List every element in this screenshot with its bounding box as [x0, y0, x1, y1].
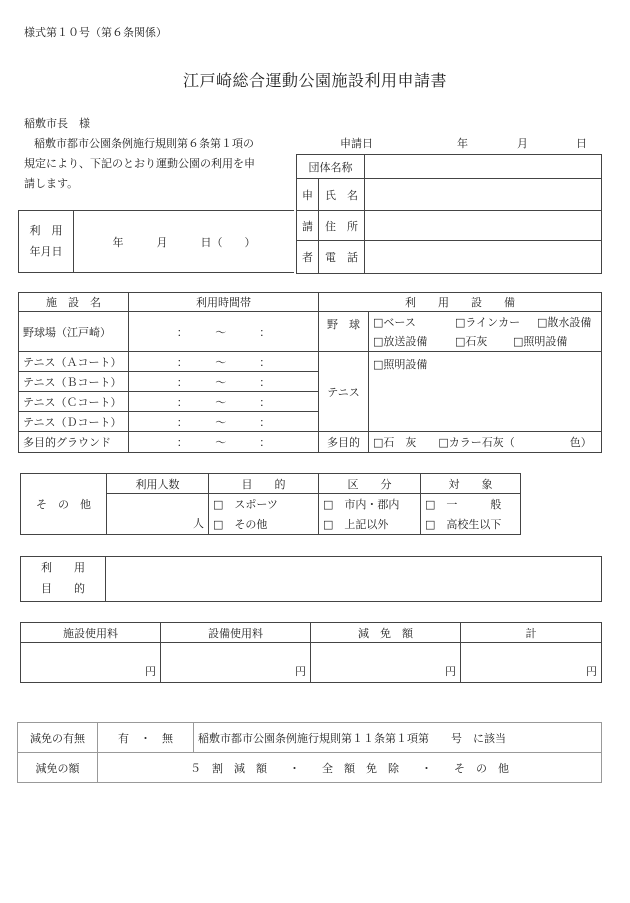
group-name-field[interactable] — [365, 155, 602, 179]
total-field[interactable]: 円 — [461, 643, 602, 683]
total-header: 計 — [461, 623, 602, 643]
time-slot-field[interactable]: ： ～ ： — [129, 432, 319, 453]
usage-date-label — [19, 211, 74, 273]
usage-date-label-line2: 年月日 — [29, 244, 63, 258]
target-option[interactable]: □ 一 般 — [421, 494, 521, 514]
page-title: 江戸崎総合運動公園施設利用申請書 — [182, 71, 447, 90]
usage-date-label-line1: 利 用 — [29, 223, 63, 237]
name-field[interactable] — [365, 179, 602, 211]
user-count-field[interactable] — [107, 494, 209, 535]
exemption-presence-field[interactable]: 有 ・ 無 — [98, 723, 194, 753]
other-label: そ の 他 — [21, 474, 107, 535]
usage-purpose-table — [20, 556, 602, 602]
purpose-option[interactable]: □ その他 — [209, 514, 319, 534]
exemption-amount-label: 減免の額 — [18, 753, 98, 783]
reduction-header: 減 免 額 — [311, 623, 461, 643]
group-name-label: 団体名称 — [297, 155, 365, 179]
address-field[interactable] — [365, 211, 602, 241]
category-option[interactable]: □ 上記以外 — [319, 514, 421, 534]
reduction-field[interactable]: 円 — [311, 643, 461, 683]
facility-name: テニス（Ａコート） — [19, 352, 129, 372]
phone-field[interactable] — [365, 241, 602, 274]
exemption-table — [17, 722, 602, 783]
application-date-label: 申請日 — [340, 137, 373, 150]
addressee: 稲敷市長 様 — [24, 117, 90, 130]
baseball-equipment-label: 野 球 — [319, 312, 369, 352]
equipment-checkbox[interactable]: □石灰 — [455, 334, 488, 348]
time-slot-field[interactable]: ： ～ ： — [129, 392, 319, 412]
facility-name: テニス（Ｃコート） — [19, 392, 129, 412]
facility-name: テニス（Ｄコート） — [19, 412, 129, 432]
form-number: 様式第１０号（第６条関係） — [24, 26, 167, 39]
equipment-checkbox[interactable]: □石 灰 □カラー石灰（ 色） — [369, 432, 602, 453]
multi-equipment-label: 多目的 — [319, 432, 369, 453]
intro-line-2: 規定により、下記のとおり運動公園の利用を申 — [24, 157, 255, 170]
facility-name: 多目的グラウンド — [19, 432, 129, 453]
intro-line-3: 請します。 — [24, 177, 79, 190]
equipment-checkbox[interactable]: □散水設備 — [537, 315, 592, 329]
time-header: 利用時間帯 — [129, 293, 319, 312]
count-header: 利用人数 — [107, 474, 209, 494]
equipment-header: 利 用 設 備 — [319, 293, 602, 312]
equipment-fee-header: 設備使用料 — [161, 623, 311, 643]
fees-table — [20, 622, 602, 683]
facility-header: 施 設 名 — [19, 293, 129, 312]
applicant-side-char-2: 請 — [297, 211, 319, 241]
other-table — [20, 473, 521, 535]
applicant-table — [296, 154, 602, 274]
equipment-checkbox[interactable]: □ラインカー — [455, 315, 521, 329]
purpose-header: 目 的 — [209, 474, 319, 494]
usage-date-table — [18, 210, 294, 273]
applicant-side-char-3: 者 — [297, 241, 319, 274]
purpose-option[interactable]: □ スポーツ — [209, 494, 319, 514]
time-slot-field[interactable]: ： ～ ： — [129, 352, 319, 372]
application-date-day: 日 — [576, 137, 587, 150]
facility-name: テニス（Ｂコート） — [19, 372, 129, 392]
target-option[interactable]: □ 高校生以下 — [421, 514, 521, 534]
facility-name: 野球場（江戸崎） — [19, 312, 129, 352]
time-slot-field[interactable]: ： ～ ： — [129, 312, 319, 352]
count-unit: 人 — [193, 517, 204, 530]
facility-fee-field[interactable]: 円 — [21, 643, 161, 683]
time-slot-field[interactable]: ： ～ ： — [129, 412, 319, 432]
equipment-checkbox[interactable]: □ベース — [373, 315, 416, 329]
usage-date-field[interactable]: 年 月 日（ ） — [74, 211, 295, 273]
application-date-month: 月 — [517, 137, 528, 150]
category-header: 区 分 — [319, 474, 421, 494]
usage-purpose-label-line1: 利 用 — [41, 561, 85, 575]
name-label: 氏 名 — [319, 179, 365, 211]
category-option[interactable]: □ 市内・郡内 — [319, 494, 421, 514]
equipment-checkbox[interactable]: □放送設備 — [373, 334, 428, 348]
intro-line-1: 稲敷市都市公園条例施行規則第６条第１項の — [34, 137, 254, 150]
time-slot-field[interactable]: ： ～ ： — [129, 372, 319, 392]
equipment-fee-field[interactable]: 円 — [161, 643, 311, 683]
exemption-rule-text: 稲敷市都市公園条例施行規則第１１条第１項第 号 に該当 — [194, 723, 602, 753]
phone-label: 電 話 — [319, 241, 365, 274]
usage-purpose-field[interactable] — [106, 557, 602, 602]
application-date-year: 年 — [457, 137, 468, 150]
address-label: 住 所 — [319, 211, 365, 241]
facility-fee-header: 施設使用料 — [21, 623, 161, 643]
tennis-equipment-label: テニス — [319, 352, 369, 432]
equipment-checkbox[interactable]: □照明設備 — [369, 352, 602, 432]
applicant-side-char-1: 申 — [297, 179, 319, 211]
usage-purpose-label-line2: 目 的 — [41, 582, 85, 595]
exemption-presence-label: 減免の有無 — [18, 723, 98, 753]
facilities-table — [18, 292, 602, 453]
equipment-checkbox[interactable]: □照明設備 — [513, 334, 568, 348]
usage-purpose-label — [21, 557, 106, 602]
baseball-equipment-options — [369, 312, 602, 352]
exemption-amount-field[interactable]: ５ 割 減 額 ・ 全 額 免 除 ・ そ の 他 — [98, 753, 602, 783]
target-header: 対 象 — [421, 474, 521, 494]
